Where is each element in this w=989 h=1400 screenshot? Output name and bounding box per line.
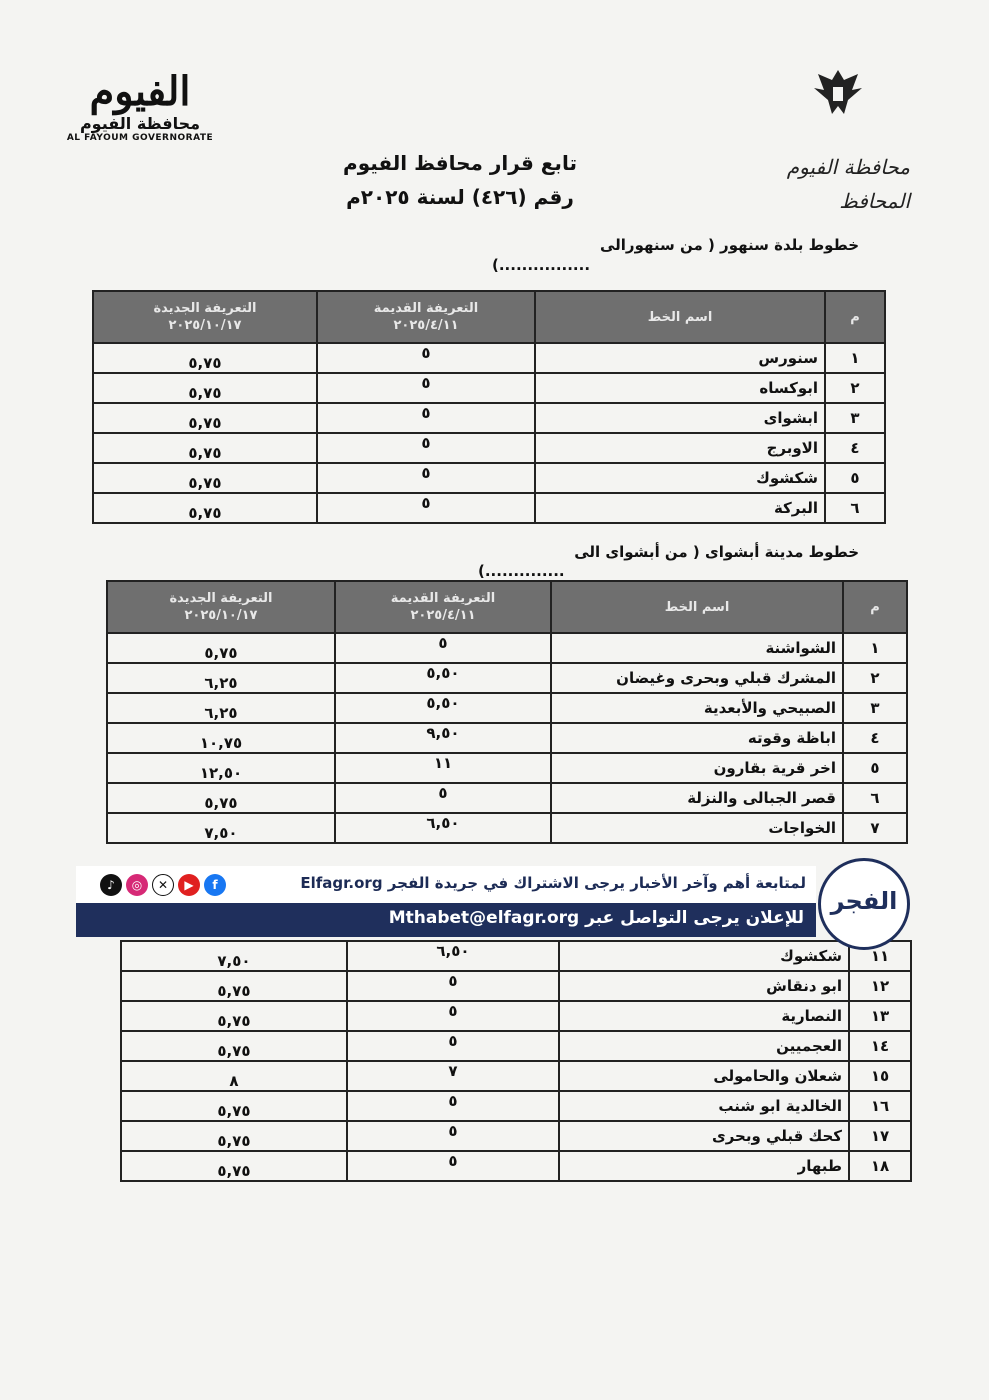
section1-title: خطوط بلدة سنهور ( من سنهورالى (599, 236, 859, 254)
governor-signature-block (760, 150, 910, 218)
route-name: قصر الجبالى والنزلة (551, 783, 843, 813)
row-number: ١٧ (849, 1121, 911, 1151)
table-row (93, 373, 885, 403)
route-name: الشواشنة (551, 633, 843, 663)
new-fare: ٥,٧٥ (93, 463, 317, 493)
table-row (107, 723, 907, 753)
row-number: ١٥ (849, 1061, 911, 1091)
old-fare: ٥,٥٠ (335, 693, 551, 723)
row-number: ١ (825, 343, 885, 373)
old-fare-date: ٢٠٢٥/٤/١١ (393, 318, 459, 333)
new-fare: ٥,٧٥ (121, 1091, 347, 1121)
eagle-emblem-icon (808, 66, 868, 118)
row-number: ١٤ (849, 1031, 911, 1061)
x-icon[interactable]: ✕ (152, 874, 174, 896)
old-fare: ٧ (347, 1061, 559, 1091)
old-fare: ٥ (317, 403, 535, 433)
table-row (107, 663, 907, 693)
new-fare: ٧,٥٠ (107, 813, 335, 843)
route-name: الصبيحي والأبعدية (551, 693, 843, 723)
table-row (93, 343, 885, 373)
old-fare: ٥ (347, 971, 559, 1001)
new-fare: ٧,٥٠ (121, 941, 347, 971)
section1-fare-table (92, 290, 886, 524)
governorate-name: محافظة الفيوم (786, 155, 910, 179)
route-name: العجميين (559, 1031, 849, 1061)
row-number: ٢ (843, 663, 907, 693)
col-header-old (317, 291, 535, 343)
table-row (121, 941, 911, 971)
table-row (121, 1121, 911, 1151)
row-number: ٤ (825, 433, 885, 463)
table-row (93, 403, 885, 433)
row-number: ٥ (825, 463, 885, 493)
new-fare-label: التعريفة الجديدة (153, 301, 257, 316)
old-fare-date: ٢٠٢٥/٤/١١ (410, 608, 476, 623)
new-fare: ٥,٧٥ (121, 1151, 347, 1181)
table-row (93, 433, 885, 463)
route-name: الخواجات (551, 813, 843, 843)
old-fare: ٥ (317, 493, 535, 523)
table-header-row (107, 581, 907, 633)
table-row (107, 693, 907, 723)
new-fare-date: ٢٠٢٥/١٠/١٧ (168, 318, 242, 333)
youtube-icon[interactable]: ▶ (178, 874, 200, 896)
elfagr-logo-text: الفجر (830, 887, 898, 915)
table-header-row (93, 291, 885, 343)
new-fare-label: التعريفة الجديدة (169, 591, 273, 606)
old-fare: ٩,٥٠ (335, 723, 551, 753)
table-row (107, 783, 907, 813)
section2-fare-table-continued (120, 940, 912, 1182)
new-fare: ٥,٧٥ (93, 373, 317, 403)
old-fare: ٥ (317, 343, 535, 373)
table-row (121, 1061, 911, 1091)
route-name: البركة (535, 493, 825, 523)
fayoum-logo (60, 70, 220, 143)
section2-title: خطوط مدينة أبشواى ( من أبشواى الى (574, 543, 859, 561)
advert-email[interactable]: Mthabet@elfagr.org (388, 908, 580, 928)
new-fare: ٥,٧٥ (93, 493, 317, 523)
table-row (121, 1031, 911, 1061)
row-number: ١٨ (849, 1151, 911, 1181)
old-fare: ٥ (347, 1091, 559, 1121)
old-fare: ٥ (335, 633, 551, 663)
route-name: ابوكساه (535, 373, 825, 403)
new-fare-date: ٢٠٢٥/١٠/١٧ (184, 608, 258, 623)
table-row (107, 633, 907, 663)
follow-message: لمتابعة أهم وآخر الأخبار يرجى الاشتراك في جريدة الفجر (387, 874, 806, 892)
facebook-icon[interactable]: f (204, 874, 226, 896)
site-link[interactable]: Elfagr.org (300, 874, 383, 892)
col-header-new (107, 581, 335, 633)
row-number: ٧ (843, 813, 907, 843)
advert-text (389, 908, 804, 928)
route-name: ابشواى (535, 403, 825, 433)
row-number: ١٣ (849, 1001, 911, 1031)
route-name: الاوبرج (535, 433, 825, 463)
route-name: اباظة وقوته (551, 723, 843, 753)
row-number: ١٢ (849, 971, 911, 1001)
row-number: ٦ (825, 493, 885, 523)
decree-title-line1: تابع قرار محافظ الفيوم (343, 151, 577, 175)
old-fare: ٦,٥٠ (335, 813, 551, 843)
logo-mark: الفيوم (89, 68, 191, 115)
old-fare: ٦,٥٠ (347, 941, 559, 971)
advert-message: للإعلان يرجى التواصل عبر (585, 908, 804, 928)
old-fare: ٥ (317, 463, 535, 493)
row-number: ٤ (843, 723, 907, 753)
row-number: ١٦ (849, 1091, 911, 1121)
elfagr-logo[interactable] (818, 858, 910, 950)
route-name: كحك قبلي وبحرى (559, 1121, 849, 1151)
old-fare: ٥ (347, 1151, 559, 1181)
row-number: ١١ (849, 941, 911, 971)
route-name: سنورس (535, 343, 825, 373)
logo-arabic-name: محافظة الفيوم (79, 114, 201, 133)
col-header-num: م (825, 291, 885, 343)
route-name: اخر قرية بقارون (551, 753, 843, 783)
col-header-num: م (843, 581, 907, 633)
logo-english-name: AL FAYOUM GOVERNORATE (66, 133, 214, 143)
table-row (107, 753, 907, 783)
old-fare: ٥ (317, 433, 535, 463)
table-row (107, 813, 907, 843)
new-fare: ٥,٧٥ (93, 433, 317, 463)
decree-title-line2: رقم (٤٢٦) لسنة ٢٠٢٥م (346, 185, 574, 209)
new-fare: ٥,٧٥ (121, 1001, 347, 1031)
table-row (121, 1001, 911, 1031)
new-fare: ١٠,٧٥ (107, 723, 335, 753)
old-fare: ١١ (335, 753, 551, 783)
new-fare: ٥,٧٥ (93, 343, 317, 373)
row-number: ٣ (825, 403, 885, 433)
route-name: شعلان والحامولى (559, 1061, 849, 1091)
new-fare: ٥,٧٥ (93, 403, 317, 433)
new-fare: ٨ (121, 1061, 347, 1091)
table-row (121, 1091, 911, 1121)
row-number: ٦ (843, 783, 907, 813)
old-fare: ٥ (347, 1001, 559, 1031)
route-name: النصارية (559, 1001, 849, 1031)
route-name: شكشوك (559, 941, 849, 971)
route-name: الخالدية ابو شنب (559, 1091, 849, 1121)
section2-dots: ..............) (478, 562, 565, 580)
decree-title (300, 146, 620, 214)
old-fare: ٥ (347, 1121, 559, 1151)
new-fare: ٥,٧٥ (121, 1031, 347, 1061)
new-fare: ٥,٧٥ (107, 633, 335, 663)
table-row (93, 463, 885, 493)
route-name: ابو دنقاش (559, 971, 849, 1001)
route-name: شكشوك (535, 463, 825, 493)
route-name: طبهار (559, 1151, 849, 1181)
table-row (121, 1151, 911, 1181)
governor-title: المحافظ (839, 189, 910, 213)
old-fare: ٥ (347, 1031, 559, 1061)
tiktok-icon[interactable]: ♪ (100, 874, 122, 896)
section2-fare-table (106, 580, 908, 844)
old-fare-label: التعريفة القديمة (390, 591, 496, 606)
old-fare: ٥ (335, 783, 551, 813)
row-number: ٣ (843, 693, 907, 723)
old-fare-label: التعريفة القديمة (373, 301, 479, 316)
new-fare: ٥,٧٥ (121, 971, 347, 1001)
old-fare: ٥,٥٠ (335, 663, 551, 693)
section1-dots: ................) (492, 256, 591, 274)
row-number: ٥ (843, 753, 907, 783)
table-row (93, 493, 885, 523)
new-fare: ٥,٧٥ (107, 783, 335, 813)
row-number: ٢ (825, 373, 885, 403)
news-banner-follow (76, 866, 816, 904)
col-header-new (93, 291, 317, 343)
new-fare: ٥,٧٥ (121, 1121, 347, 1151)
table-row (121, 971, 911, 1001)
new-fare: ٦,٢٥ (107, 663, 335, 693)
row-number: ١ (843, 633, 907, 663)
new-fare: ٦,٢٥ (107, 693, 335, 723)
new-fare: ١٢,٥٠ (107, 753, 335, 783)
news-banner-advert (76, 903, 816, 937)
follow-text (300, 874, 806, 892)
col-header-name: اسم الخط (551, 581, 843, 633)
old-fare: ٥ (317, 373, 535, 403)
instagram-icon[interactable]: ◎ (126, 874, 148, 896)
col-header-old (335, 581, 551, 633)
col-header-name: اسم الخط (535, 291, 825, 343)
route-name: المشرك قبلي وبحرى وغيضان (551, 663, 843, 693)
